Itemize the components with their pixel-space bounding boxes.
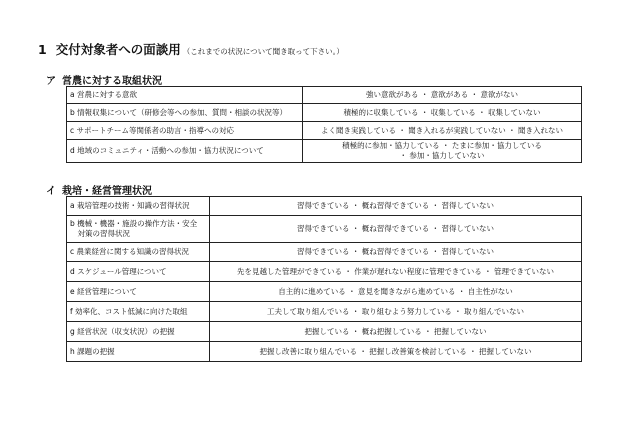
table-row [67, 104, 582, 122]
row-options: 強い意欲がある ・ 意欲がある ・ 意欲がない [303, 87, 582, 104]
section-b-table [66, 196, 582, 362]
title-note: （これまでの状況について聞き取って下さい。） [182, 47, 344, 56]
row-label: c サポートチーム等関係者の助言・指導への対応 [67, 122, 303, 140]
row-label: c 農業経営に関する知識の習得状況 [67, 243, 210, 262]
table-row [67, 342, 582, 362]
title-text: 交付対象者への面談用 [55, 42, 181, 57]
page-title [38, 40, 344, 58]
row-options: 自主的に進めている ・ 意見を聞きながら進めている ・ 自主性がない [210, 282, 582, 302]
section-a-letter: ア [46, 76, 56, 87]
row-options: 先を見越した管理ができている ・ 作業が遅れない程度に管理できている ・ 管理できていない [210, 262, 582, 282]
row-label: a 営農に対する意欲 [67, 87, 303, 104]
row-label: h 課題の把握 [67, 342, 210, 362]
table-row [67, 140, 582, 163]
section-b-letter: イ [46, 186, 56, 197]
table-row [67, 282, 582, 302]
table-row [67, 216, 582, 243]
row-options: 積極的に収集している ・ 収集している ・ 収集していない [303, 104, 582, 122]
table-row [67, 322, 582, 342]
row-label: d 地域のコミュニティ・活動への参加・協力状況について [67, 140, 303, 163]
section-b-title: 栽培・経営管理状況 [62, 186, 152, 197]
row-label: b 機械・機器・施設の操作方法・安全 対策の習得状況 [67, 216, 210, 243]
section-a-title: 営農に対する取組状況 [62, 76, 162, 87]
row-options: 把握している ・ 概ね把握している ・ 把握していない [210, 322, 582, 342]
row-label: a 栽培管理の技術・知識の習得状況 [67, 197, 210, 216]
section-a-table [66, 86, 582, 163]
section-b-heading [46, 182, 152, 197]
row-options: 把握し改善に取り組んでいる ・ 把握し改善策を検討している ・ 把握していない [210, 342, 582, 362]
row-options: 習得できている ・ 概ね習得できている ・ 習得していない [210, 216, 582, 243]
table-row [67, 243, 582, 262]
row-label: b 情報収集について（研修会等への参加、質問・相談の状況等） [67, 104, 303, 122]
row-options: 習得できている ・ 概ね習得できている ・ 習得していない [210, 243, 582, 262]
title-number: 1 [38, 42, 47, 57]
row-options: 習得できている ・ 概ね習得できている ・ 習得していない [210, 197, 582, 216]
row-options: よく聞き実践している ・ 聞き入れるが実践していない ・ 聞き入れない [303, 122, 582, 140]
section-a-heading [46, 72, 162, 87]
table-row [67, 262, 582, 282]
row-label: e 経営管理について [67, 282, 210, 302]
row-options: 工夫して取り組んでいる ・ 取り組むよう努力している ・ 取り組んでいない [210, 302, 582, 322]
table-row [67, 122, 582, 140]
table-row [67, 302, 582, 322]
table-row [67, 87, 582, 104]
table-row [67, 197, 582, 216]
row-options: 積極的に参加・協力している ・ たまに参加・協力している ・ 参加・協力していない [303, 140, 582, 163]
row-label: g 経営状況（収支状況）の把握 [67, 322, 210, 342]
row-label: f 効率化、コスト低減に向けた取組 [67, 302, 210, 322]
row-label: d スケジュール管理について [67, 262, 210, 282]
